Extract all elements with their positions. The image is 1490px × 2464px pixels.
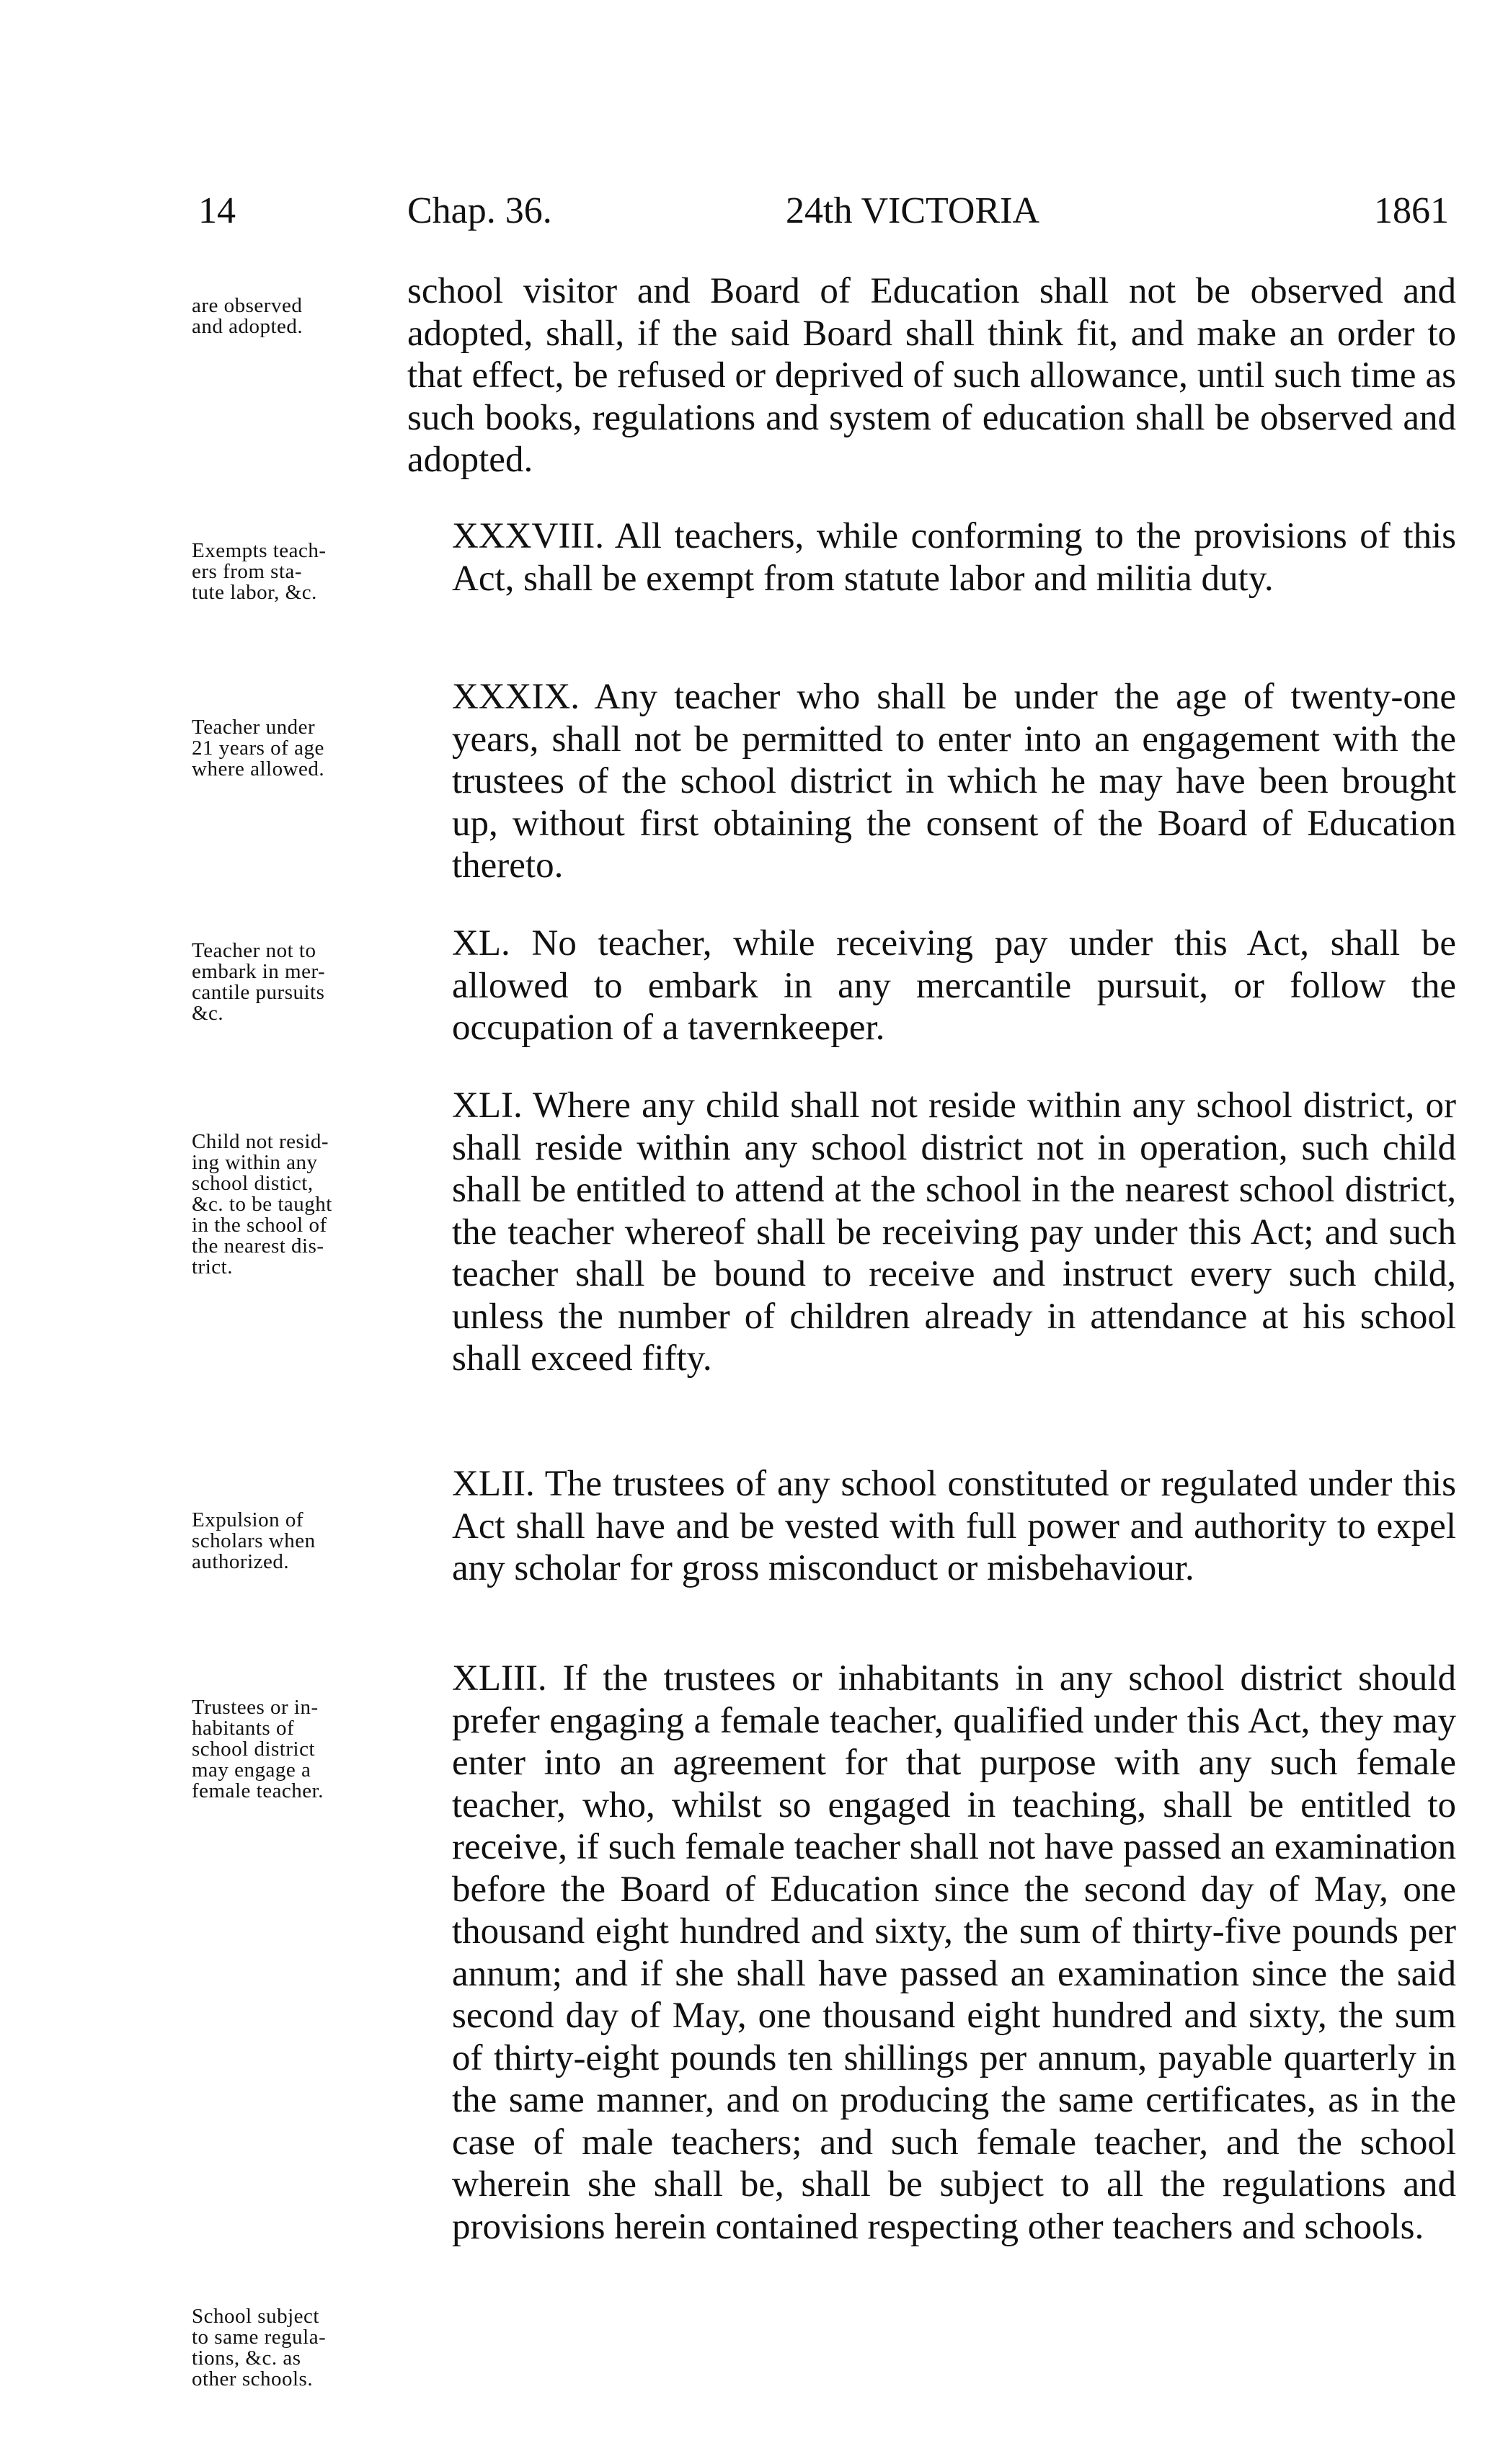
section-text: All teachers, while conforming to the provisions of this Act, shall be exempt from statute labor and militia duty. [452, 516, 1456, 599]
section-text: If the trustees or inhabitants in any school district should prefer engaging a female teacher, qualified under this Act, they may enter into an agreement for that purpose with any such female teacher, who, whilst so engaged in teaching, shall be entitled to receive, if such female teacher shall not have passed an examination before the Board of Education since the second day of May, one thousand eight hundred and sixty, the sum of thirty-five pounds per annum; and if she shall have passed an examination since the said second day of May, one thousand eight hundred and sixty, the sum of thirty-eight pounds ten shillings per annum, payable quarterly in the same manner, and on producing the same certificates, as in the case of male teachers; and such female teacher, and the school wherein she shall be, shall be subject to all the regulations and provisions herein contained respecting other teachers and schools. [452, 1658, 1456, 2247]
marginal-note-exempts-teachers: Exempts teach- ers from sta- tute labor, &c. [192, 539, 327, 604]
section-xliii [407, 1658, 1456, 2248]
chapter-label: Chap. 36. [407, 190, 552, 231]
section-text: Where any child shall not reside within any school district, or shall reside within any school district not in operation, such child shall be entitled to attend at the school in the nearest school district, the teacher whereof shall be receiving pay under this Act; and such teacher shall be bound to receive and instruct every such child, unless the number of children already in attendance at his school shall exceed fifty. [452, 1085, 1456, 1379]
marginal-note-same-regulations: School subject to same regula- tions, &c. as other schools. [192, 2305, 327, 2390]
page-number: 14 [198, 190, 236, 231]
section-text: Any teacher who shall be under the age of twenty-one years, shall not be permitted to enter into an engagement with the trustees of the school district in which he may have been brought up, without first obtaining the consent of the Board of Education thereto. [452, 677, 1456, 886]
marginal-note-mercantile: Teacher not to embark in mer- cantile pursuits &c. [192, 939, 326, 1025]
section-text: No teacher, while receiving pay under this Act, shall be allowed to embark in any mercantile pursuit, or follow the occupation of a tavernkeeper. [452, 923, 1457, 1048]
section-xlii [407, 1463, 1456, 1590]
running-title: 24th VICTORIA [786, 190, 1039, 231]
section-xl [407, 922, 1456, 1049]
section-continuation [407, 270, 1456, 481]
section-number: XLI. [452, 1085, 523, 1126]
section-number: XXXIX. [452, 677, 580, 717]
page-header [0, 186, 1490, 236]
marginal-note-observed: are observed and adopted. [192, 294, 303, 338]
section-xli [407, 1085, 1456, 1380]
section-number: XLII. [452, 1464, 535, 1504]
marginal-note-child-not-residing: Child not resid- ing within any school distict, &c. to be taught in the school of the nearest dis- trict. [192, 1130, 332, 1278]
marginal-note-female-teacher: Trustees or in- habitants of school district may engage a female teacher. [192, 1696, 324, 1802]
section-xxxviii [407, 515, 1456, 600]
section-number: XXXVIII. [452, 516, 605, 556]
marginal-note-teacher-under-21: Teacher under 21 years of age where allowed. [192, 716, 325, 780]
section-text: The trustees of any school constituted or regulated under this Act shall have and be vested with full power and authority to expel any scholar for gross misconduct or misbehaviour. [452, 1464, 1456, 1588]
section-number: XL. [452, 923, 510, 964]
section-number: XLIII. [452, 1658, 547, 1699]
section-text: school visitor and Board of Education shall not be observed and adopted, shall, if the said Board shall think fit, and make an order to that effect, be refused or deprived of such allowance, until such time as such books, regulations and system of education shall be observed and adopted. [407, 271, 1456, 480]
marginal-note-expulsion: Expulsion of scholars when authorized. [192, 1508, 316, 1573]
section-xxxix [407, 676, 1456, 887]
year-label: 1861 [1374, 190, 1449, 231]
